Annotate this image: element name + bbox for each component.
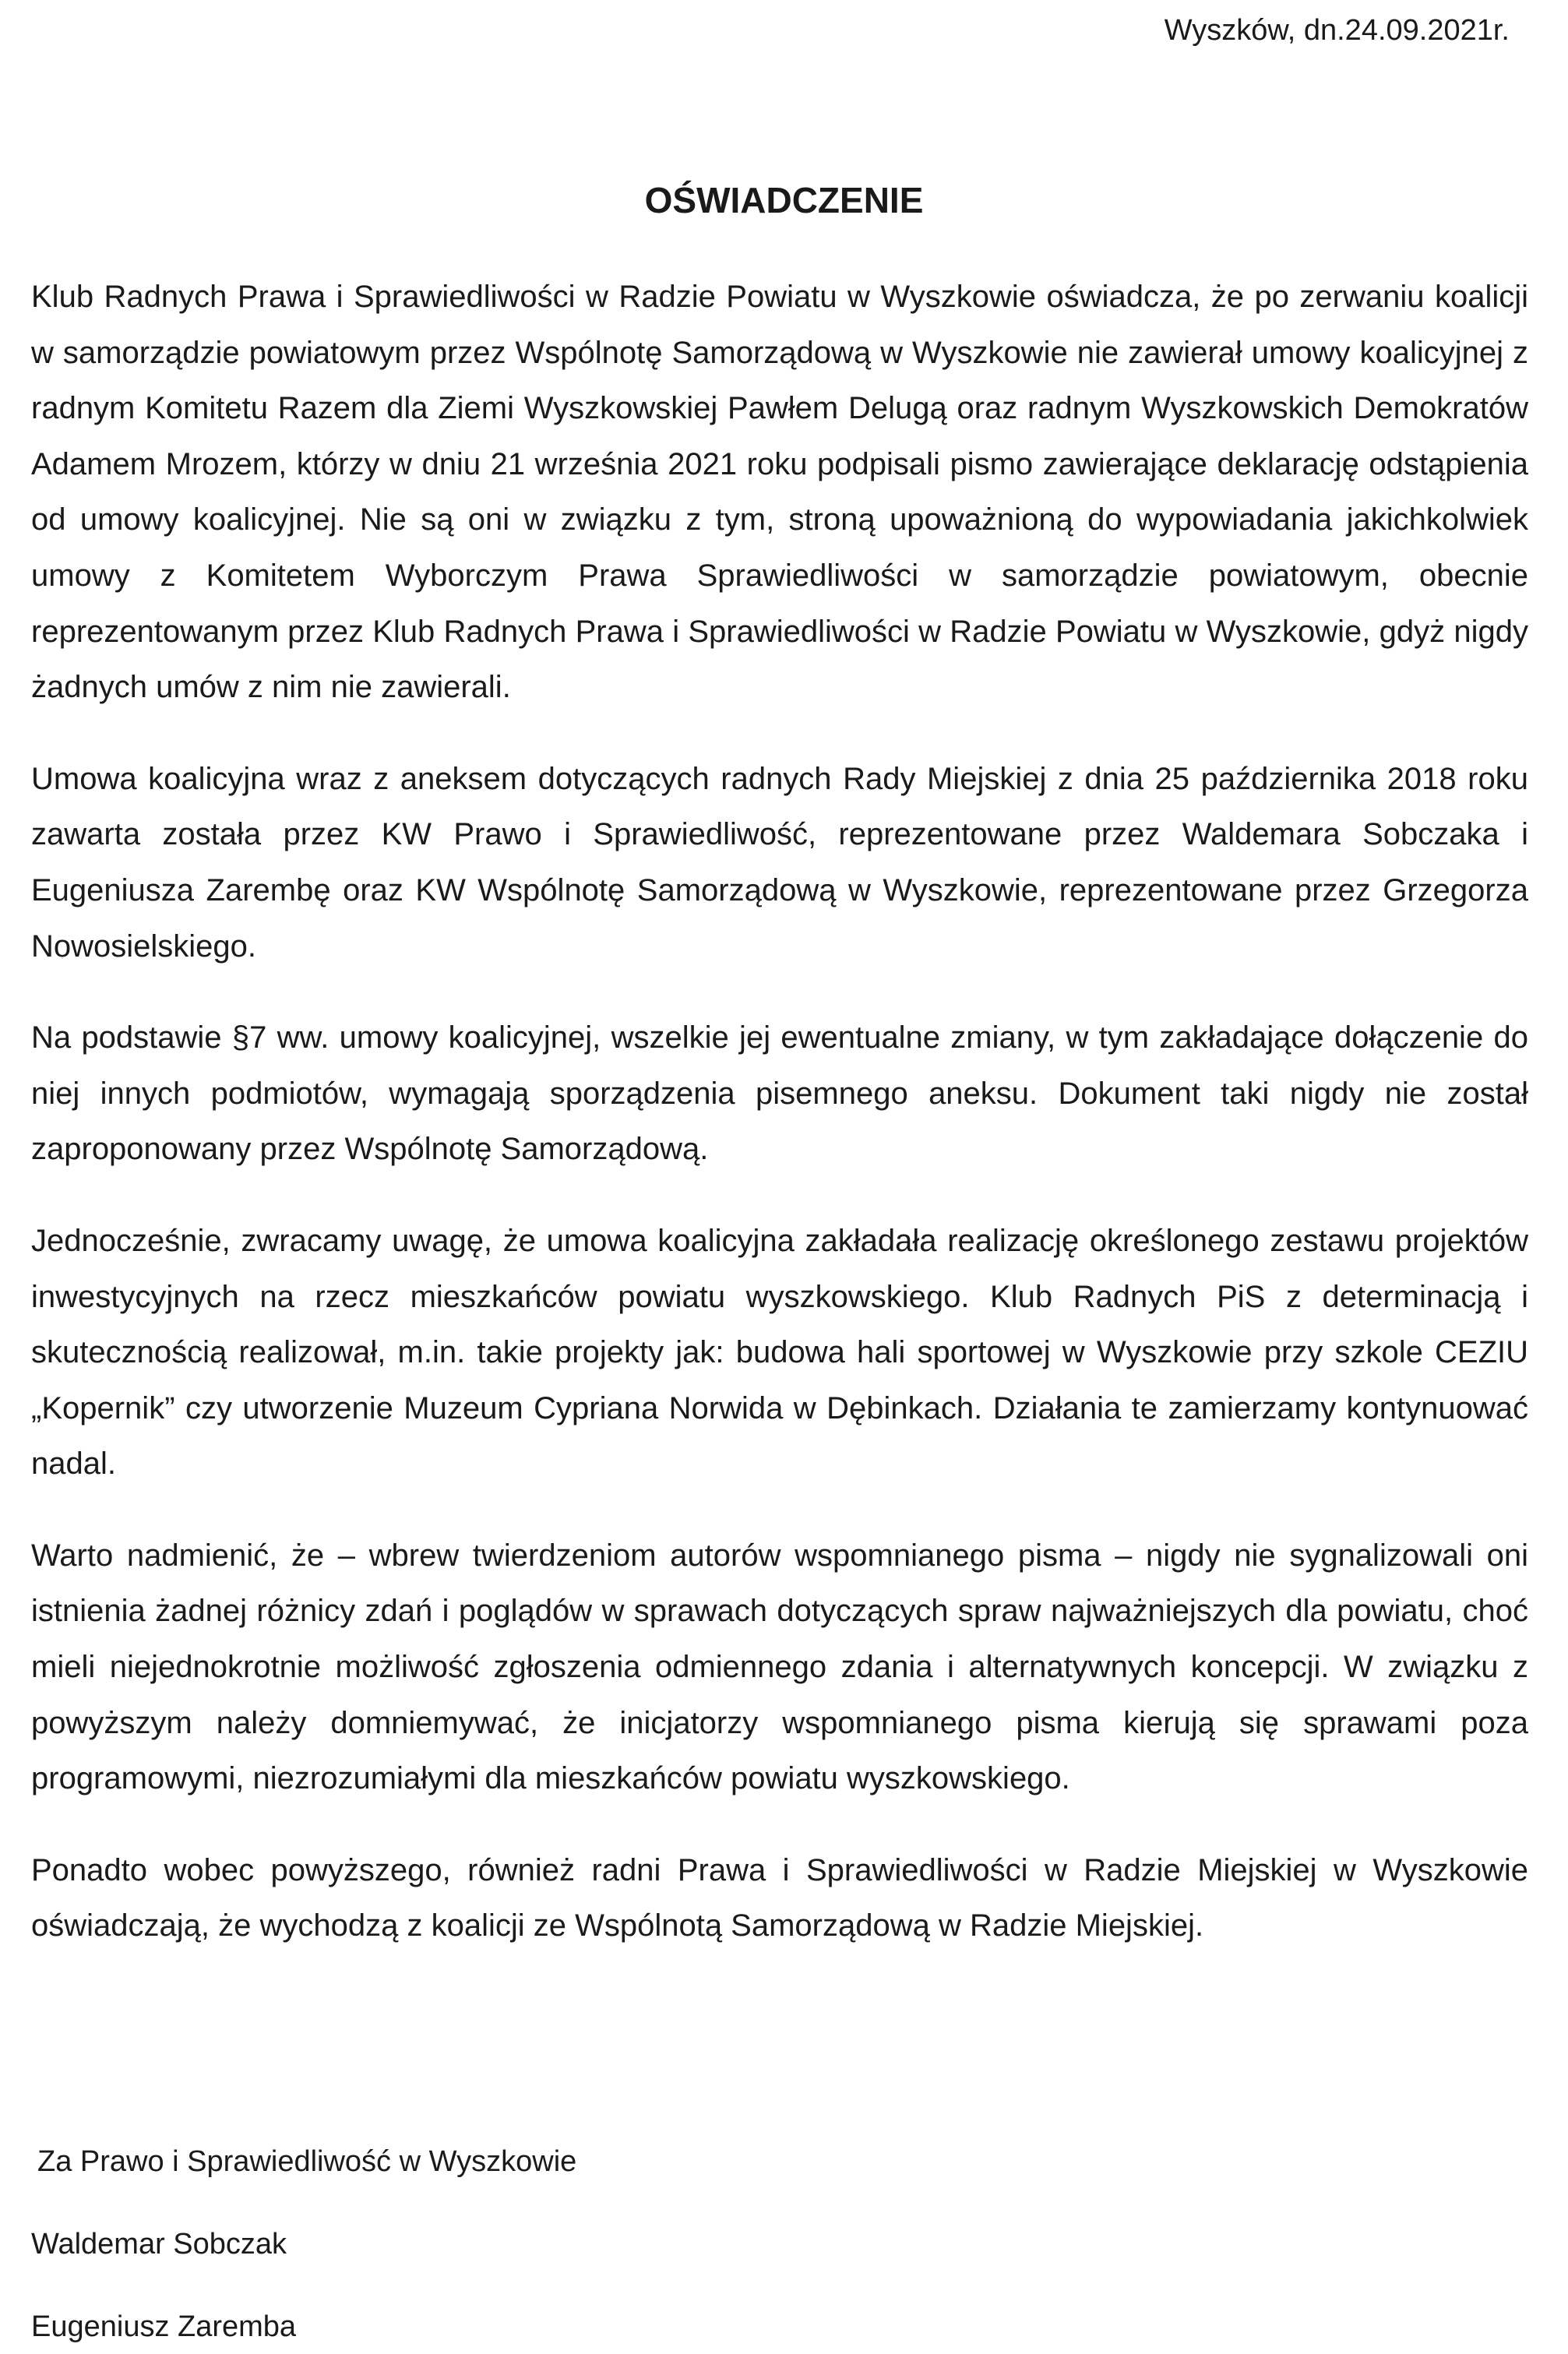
signature-on-behalf: Za Prawo i Sprawiedliwość w Wyszkowie [37, 2145, 577, 2178]
paragraph-disagreement-note: Warto nadmienić, że – wbrew twierdzeniom autorów wspomnianego pisma – nigdy nie sygnalizowali oni istnienia żadnej różnicy zdań i poglądów w sprawach dotyczących spraw najważniejszych dla powiatu, choć mieli niejednokrotnie możliwość zgłoszenia odmiennego zdania i alternatywnych koncepcji. W związku z powyższym należy domniemywać, że inicjatorzy wspomnianego pisma kierują się sprawami poza programowymi, niezrozumiałymi dla mieszkańców powiatu wyszkowskiego. [31, 1538, 1528, 1796]
document-title: OŚWIADCZENIE [644, 180, 924, 220]
paragraph-city-council-exit: Ponadto wobec powyższego, również radni Prawa i Sprawiedliwości w Radzie Miejskiej w Wyszkowie oświadczają, że wychodzą z koalicji ze Wspólnotą Samorządową w Radzie Miejskiej. [31, 1852, 1528, 1943]
document-body [31, 270, 1528, 1990]
paragraph-annex-requirement: Na podstawie §7 ww. umowy koalicyjnej, wszelkie jej ewentualne zmiany, w tym zakładające dołączenie do niej innych podmiotów, wymagają sporządzenia pisemnego aneksu. Dokument taki nigdy nie został zaproponowany przez Wspólnotę Samorządową. [31, 1020, 1528, 1167]
signer-name: Eugeniusz Zaremba [31, 2310, 297, 2343]
paragraph-investment-projects: Jednocześnie, zwracamy uwagę, że umowa koalicyjna zakładała realizację określonego zestawu projektów inwestycyjnych na rzecz mieszkańców powiatu wyszkowskiego. Klub Radnych PiS z determinacją i skutecznością realizował, m.in. takie projekty jak: budowa hali sportowej w Wyszkowie przy szkole CEZIU „Kopernik” czy utworzenie Muzeum Cypriana Norwida w Dębinkach. Działania te zamierzamy kontynuować nadal. [31, 1223, 1528, 1482]
paragraph-statement: Klub Radnych Prawa i Sprawiedliwości w Radzie Powiatu w Wyszkowie oświadcza, że po zerwaniu koalicji w samorządzie powiatowym przez Wspólnotę Samorządową w Wyszkowie nie zawierał umowy koalicyjnej z radnym Komitetu Razem dla Ziemi Wyszkowskiej Pawłem Delugą oraz radnym Wyszkowskich Demokratów Adamem Mrozem, którzy w dniu 21 września 2021 roku podpisali pismo zawierające deklarację odstąpienia od umowy koalicyjnej. Nie są oni w związku z tym, stroną upoważnioną do wypowiadania jakichkolwiek umowy z Komitetem Wyborczym Prawa Sprawiedliwości w samorządzie powiatowym, obecnie reprezentowanym przez Klub Radnych Prawa i Sprawiedliwości w Radzie Powiatu w Wyszkowie, gdyż nigdy żadnych umów z nim nie zawierali. [31, 280, 1528, 705]
signer-name: Waldemar Sobczak [31, 2228, 287, 2261]
date-place: Wyszków, dn.24.09.2021r. [1164, 14, 1510, 47]
paragraph-coalition-agreement: Umowa koalicyjna wraz z aneksem dotyczących radnych Rady Miejskiej z dnia 25 października 2018 roku zawarta została przez KW Prawo i Sprawiedliwość, reprezentowane przez Waldemara Sobczaka i Eugeniusza Zarembę oraz KW Wspólnotę Samorządową w Wyszkowie, reprezentowane przez Grzegorza Nowosielskiego. [31, 761, 1528, 964]
